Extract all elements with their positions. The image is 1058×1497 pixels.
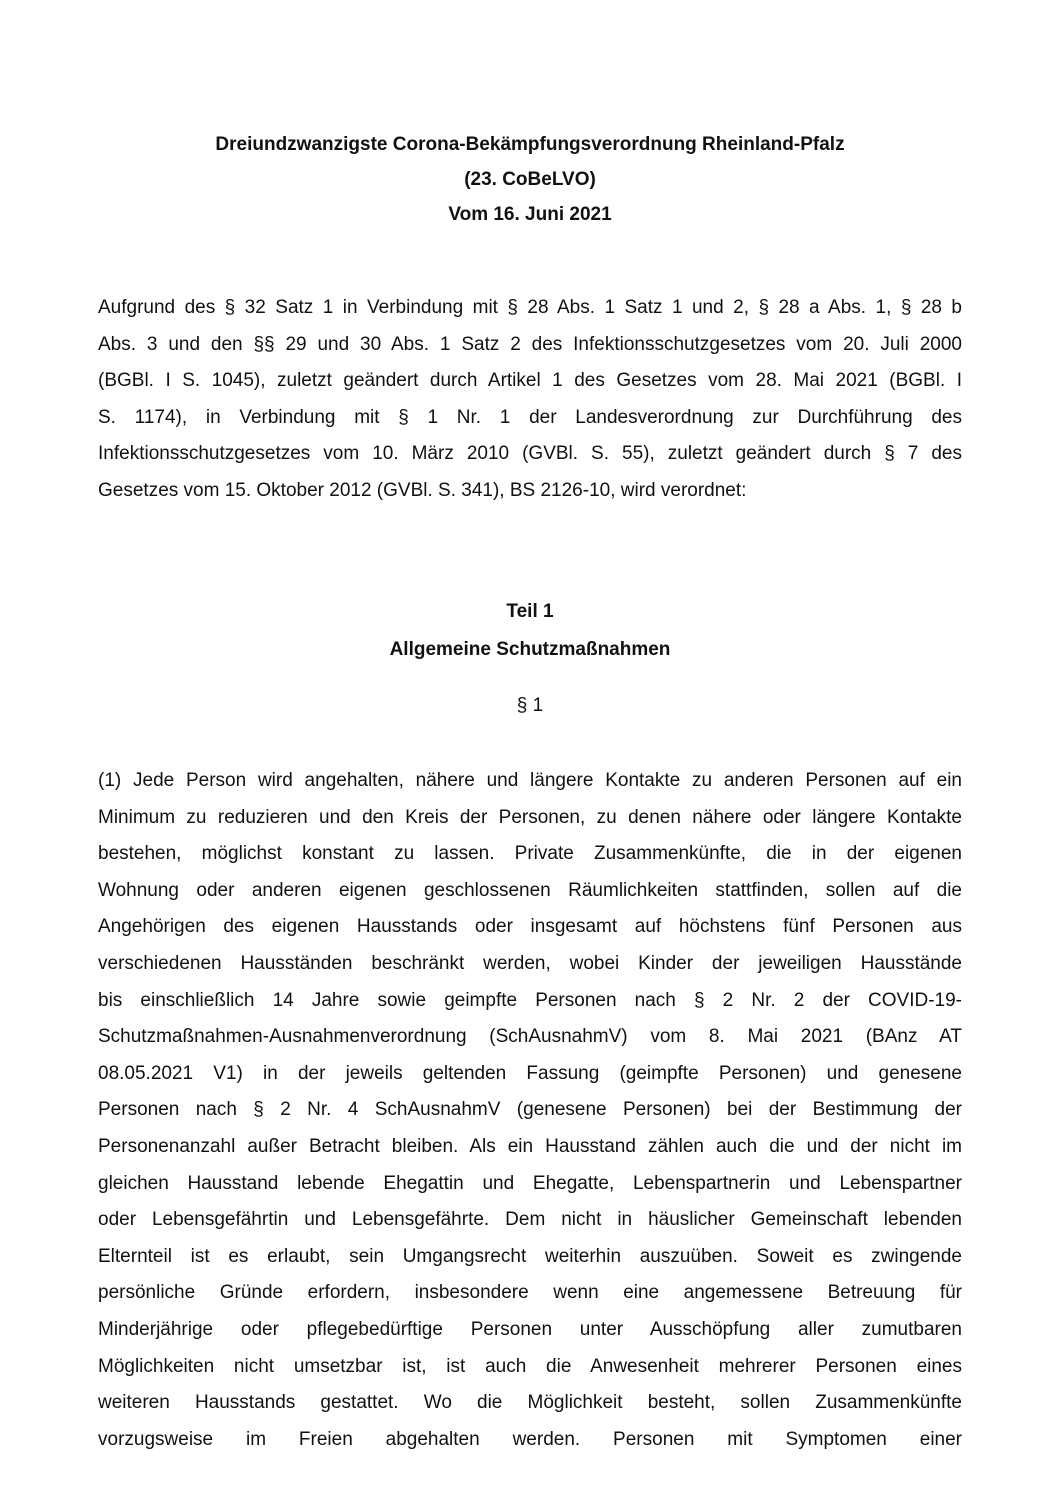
paragraph-line: oder Lebensgefährtin und Lebensgefährte. Dem nicht in häuslicher Gemeinschaft lebenden — [98, 1209, 962, 1231]
paragraph-line: Elternteil ist es erlaubt, sein Umgangsrecht weiterhin auszuüben. Soweit es zwingende — [98, 1245, 962, 1267]
title-line-3: Vom 16. Juni 2021 — [448, 204, 612, 225]
paragraph-line: Wohnung oder anderen eigenen geschlossenen Räumlichkeiten stattfinden, sollen auf die — [98, 879, 962, 901]
paragraph-line: vorzugsweise im Freien abgehalten werden. Personen mit Symptomen einer — [98, 1428, 962, 1450]
section-heading: § 1 — [516, 695, 544, 716]
preamble-line: S. 1174), in Verbindung mit § 1 Nr. 1 der Landesverordnung zur Durchführung des — [98, 406, 962, 428]
paragraph-line: gleichen Hausstand lebende Ehegattin und Ehegatte, Lebenspartnerin und Lebenspartner — [98, 1172, 962, 1194]
paragraph-line: bis einschließlich 14 Jahre sowie geimpfte Personen nach § 2 Nr. 2 der COVID-19- — [98, 989, 962, 1011]
paragraph-line: Minderjährige oder pflegebedürftige Personen unter Ausschöpfung aller zumutbaren — [98, 1318, 962, 1340]
preamble-line: Abs. 3 und den §§ 29 und 30 Abs. 1 Satz 2 des Infektionsschutzgesetzes vom 20. Juli 2000 — [98, 333, 962, 355]
paragraph-line: Minimum zu reduzieren und den Kreis der Personen, zu denen nähere oder längere Kontakte — [98, 806, 962, 828]
preamble-line: Infektionsschutzgesetzes vom 10. März 2010 (GVBl. S. 55), zuletzt geändert durch § 7 des — [98, 443, 962, 465]
document-title — [98, 127, 962, 232]
paragraph-line: bestehen, möglichst konstant zu lassen. Private Zusammenkünfte, die in der eigenen — [98, 843, 962, 865]
paragraph-line: Angehörigen des eigenen Hausstands oder insgesamt auf höchstens fünf Personen aus — [98, 916, 962, 938]
paragraph-line: Möglichkeiten nicht umsetzbar ist, ist auch die Anwesenheit mehrerer Personen eines — [98, 1355, 962, 1377]
paragraph-line: persönliche Gründe erfordern, insbesondere wenn eine angemessene Betreuung für — [98, 1282, 962, 1304]
part-title: Allgemeine Schutzmaßnahmen — [389, 639, 671, 660]
title-line-1: Dreiundzwanzigste Corona-Bekämpfungsverordnung Rheinland-Pfalz — [215, 134, 845, 155]
paragraph-line: 08.05.2021 V1) in der jeweils geltenden Fassung (geimpfte Personen) und genesene — [98, 1062, 962, 1084]
paragraph-line: (1) Jede Person wird angehalten, nähere und längere Kontakte zu anderen Personen auf ein — [98, 770, 962, 791]
title-line-2: (23. CoBeLVO) — [464, 169, 596, 190]
preamble-line: Aufgrund des § 32 Satz 1 in Verbindung mit § 28 Abs. 1 Satz 1 und 2, § 28 a Abs. 1, § 28 b — [98, 297, 962, 318]
paragraph-line: Schutzmaßnahmen-Ausnahmenverordnung (SchAusnahmV) vom 8. Mai 2021 (BAnz AT — [98, 1026, 962, 1048]
preamble-paragraph — [98, 290, 962, 510]
part-number: Teil 1 — [506, 601, 554, 622]
paragraph-line: verschiedenen Hausständen beschränkt werden, wobei Kinder der jeweiligen Hausstände — [98, 952, 962, 974]
paragraph-line: weiteren Hausstands gestattet. Wo die Möglichkeit besteht, sollen Zusammenkünfte — [98, 1392, 962, 1414]
preamble-line: Gesetzes vom 15. Oktober 2012 (GVBl. S. 341), BS 2126-10, wird verordnet: — [98, 479, 747, 501]
part-heading — [98, 593, 962, 669]
preamble-line: (BGBl. I S. 1045), zuletzt geändert durch Artikel 1 des Gesetzes vom 28. Mai 2021 (BGBl. I — [98, 370, 962, 392]
paragraph-line: Personenanzahl außer Betracht bleiben. Als ein Hausstand zählen auch die und der nicht im — [98, 1135, 962, 1157]
section-paragraph-1 — [98, 763, 962, 1458]
paragraph-line: Personen nach § 2 Nr. 4 SchAusnahmV (genesene Personen) bei der Bestimmung der — [98, 1099, 962, 1121]
